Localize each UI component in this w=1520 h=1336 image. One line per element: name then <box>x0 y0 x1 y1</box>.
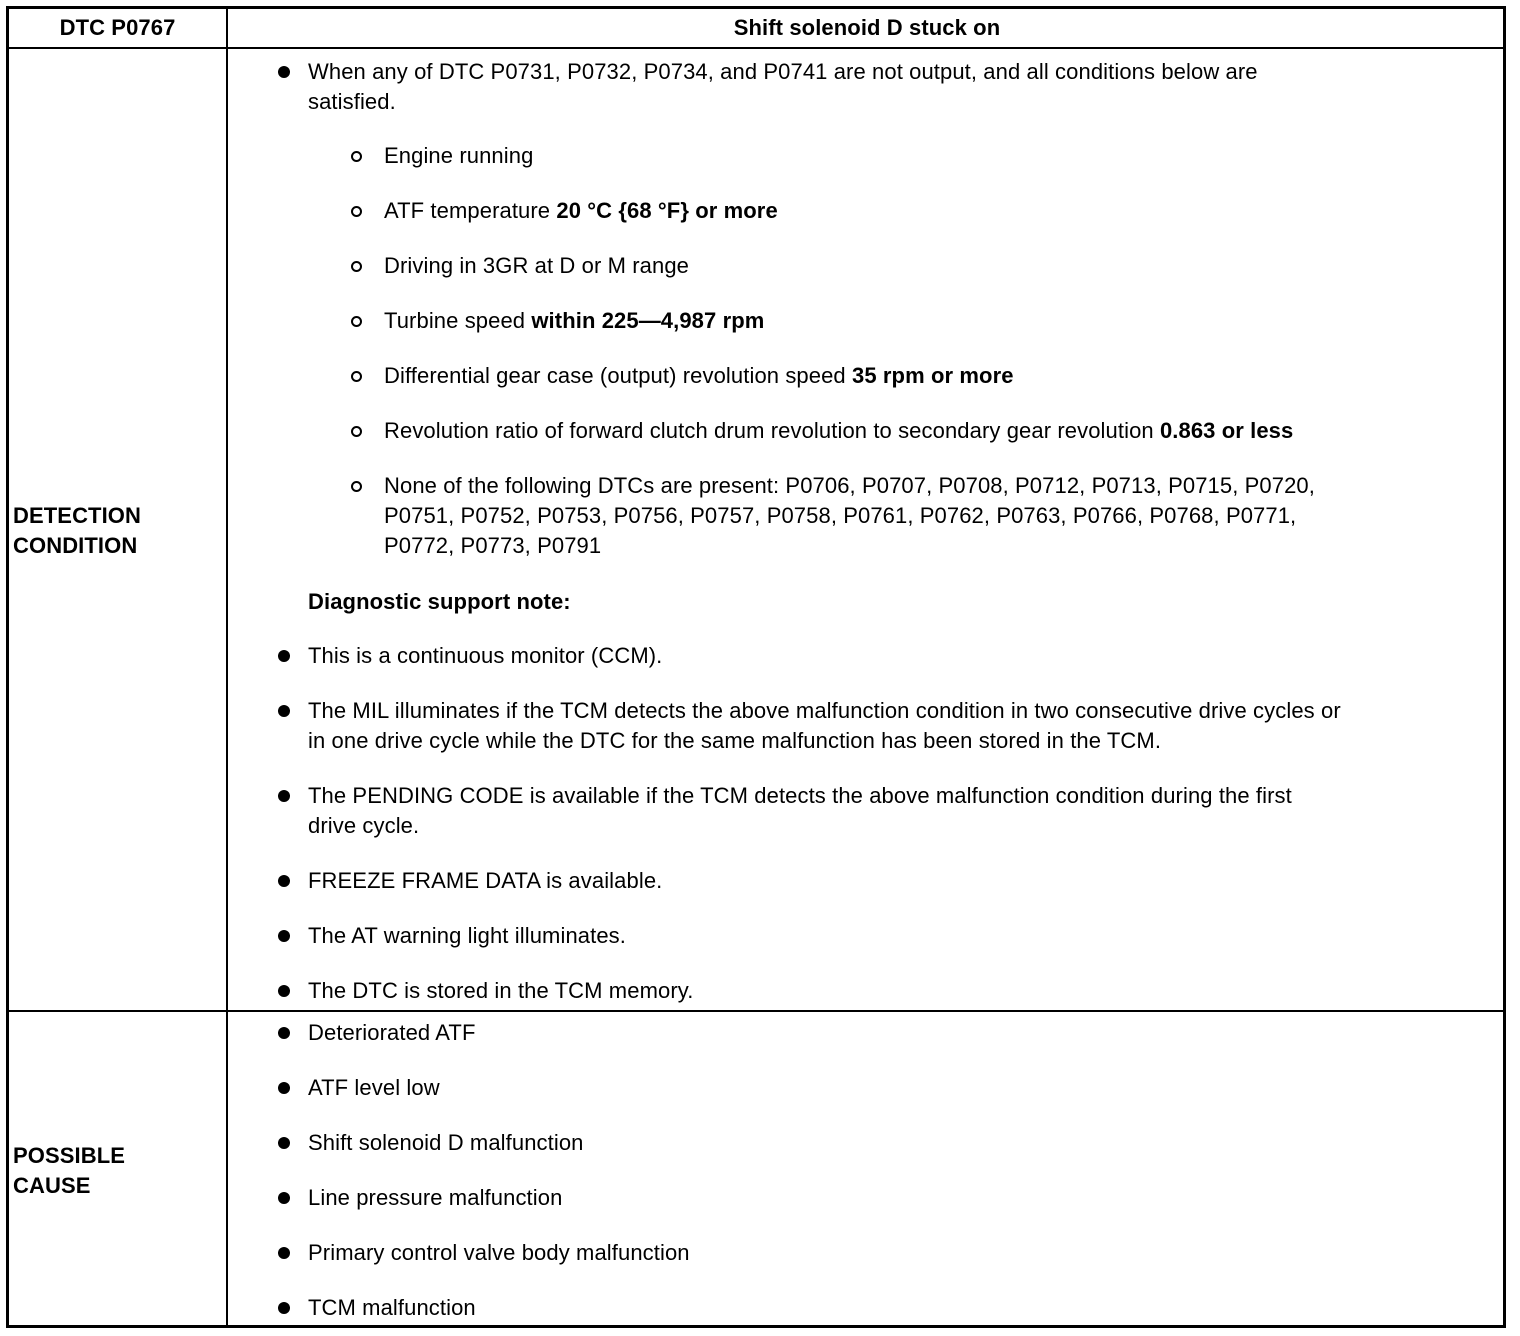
bullet-icon <box>278 930 290 942</box>
row-divider <box>6 1010 1506 1012</box>
sub-bullet-icon <box>351 481 362 492</box>
note-item: FREEZE FRAME DATA is available. <box>308 868 663 893</box>
condition-item: Turbine speed within 225—4,987 rpm <box>384 308 765 333</box>
support-note-heading: Diagnostic support note: <box>308 589 571 614</box>
bullet-icon <box>278 790 290 802</box>
dtc-code-header: DTC P0767 <box>59 15 176 40</box>
sub-bullet-icon <box>351 426 362 437</box>
note-item: This is a continuous monitor (CCM). <box>308 643 663 668</box>
note-item-cont: drive cycle. <box>308 813 420 838</box>
condition-item: ATF temperature 20 °C {68 °F} or more <box>384 198 778 223</box>
condition-item: Engine running <box>384 143 534 168</box>
note-item: The AT warning light illuminates. <box>308 923 626 948</box>
cause-item: Line pressure malfunction <box>308 1185 563 1210</box>
header-divider <box>6 47 1506 49</box>
cause-item: ATF level low <box>308 1075 440 1100</box>
bullet-icon <box>278 1027 290 1039</box>
intro-line-2: satisfied. <box>308 89 396 114</box>
bullet-icon <box>278 66 290 78</box>
note-item: The PENDING CODE is available if the TCM detects the above malfunction condition during the first <box>308 783 1292 808</box>
sub-bullet-icon <box>351 371 362 382</box>
cause-item: Primary control valve body malfunction <box>308 1240 690 1265</box>
bullet-icon <box>278 1082 290 1094</box>
cause-item: TCM malfunction <box>308 1295 476 1320</box>
cause-item: Shift solenoid D malfunction <box>308 1130 584 1155</box>
none-dtcs-line-2: P0751, P0752, P0753, P0756, P0757, P0758, P0761, P0762, P0763, P0766, P0768, P0771, <box>384 503 1297 528</box>
possible-cause-label: POSSIBLE CAUSE <box>13 1143 126 1198</box>
note-item: The DTC is stored in the TCM memory. <box>308 978 694 1003</box>
bullet-icon <box>278 1137 290 1149</box>
sub-bullet-icon <box>351 206 362 217</box>
sub-bullet-icon <box>351 316 362 327</box>
bullet-icon <box>278 705 290 717</box>
bullet-icon <box>278 1192 290 1204</box>
bullet-icon <box>278 1247 290 1259</box>
bullet-icon <box>278 1302 290 1314</box>
condition-item: Revolution ratio of forward clutch drum revolution to secondary gear revolution 0.863 or less <box>384 418 1294 443</box>
none-dtcs-line-1: None of the following DTCs are present: P0706, P0707, P0708, P0712, P0713, P0715, P0720, <box>384 473 1315 498</box>
bullet-icon <box>278 985 290 997</box>
note-item: The MIL illuminates if the TCM detects the above malfunction condition in two consecutive drive cycles or <box>308 698 1341 723</box>
bullet-icon <box>278 650 290 662</box>
none-dtcs-line-3: P0772, P0773, P0791 <box>384 533 602 558</box>
sub-bullet-icon <box>351 151 362 162</box>
condition-item: Driving in 3GR at D or M range <box>384 253 689 278</box>
column-divider <box>226 6 228 1328</box>
sub-bullet-icon <box>351 261 362 272</box>
cause-item: Deteriorated ATF <box>308 1020 476 1045</box>
condition-item: Differential gear case (output) revolution speed 35 rpm or more <box>384 363 1014 388</box>
detection-condition-label: DETECTION CONDITION <box>13 503 142 558</box>
dtc-title-header: Shift solenoid D stuck on <box>733 15 1001 40</box>
bullet-icon <box>278 875 290 887</box>
note-item-cont: in one drive cycle while the DTC for the same malfunction has been stored in the TCM. <box>308 728 1162 753</box>
intro-line-1: When any of DTC P0731, P0732, P0734, and P0741 are not output, and all conditions below are <box>308 59 1258 84</box>
